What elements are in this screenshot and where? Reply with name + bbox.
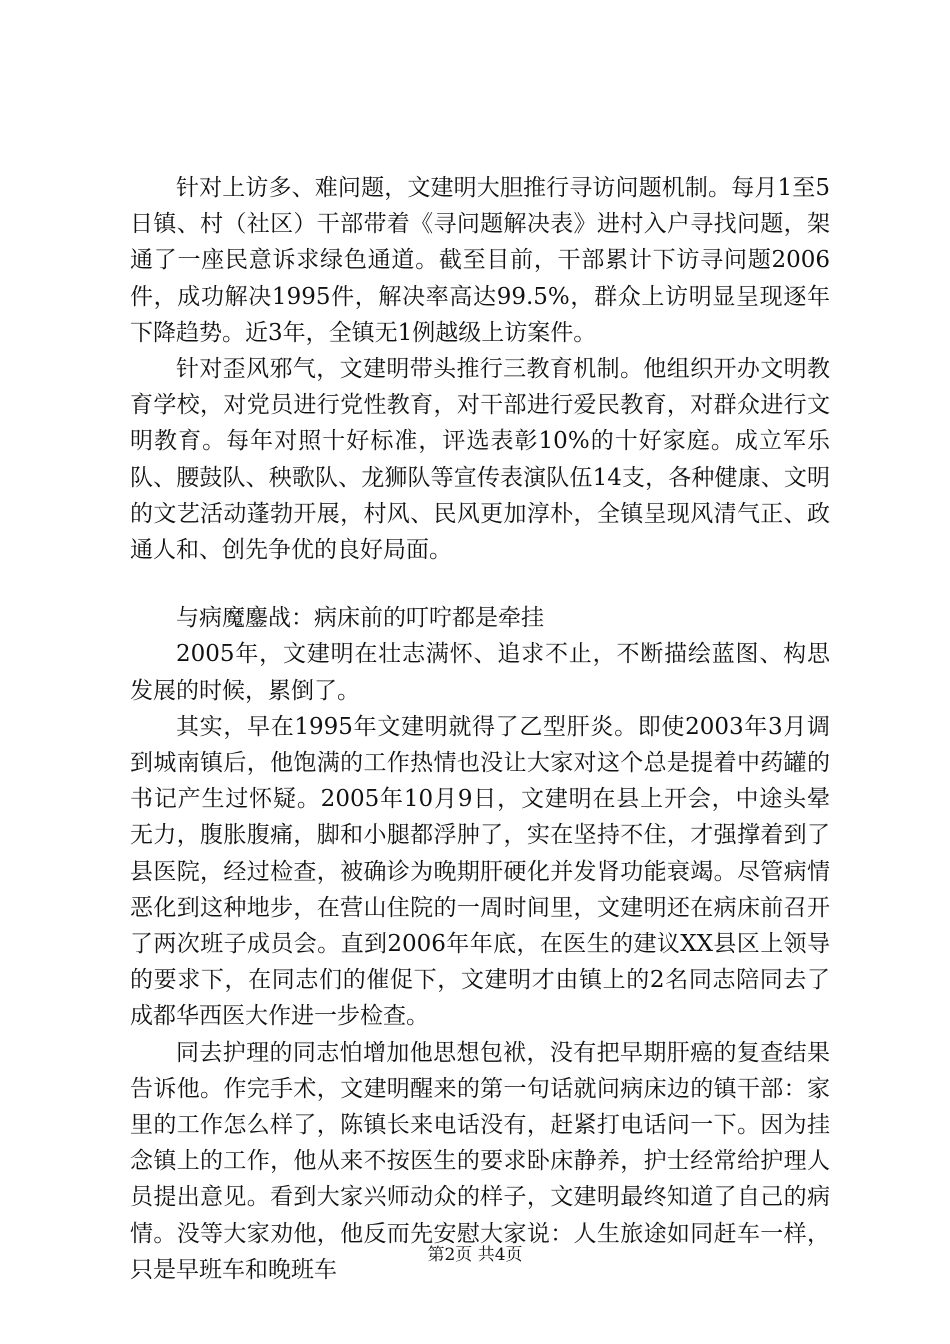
document-body <box>130 170 830 1288</box>
paragraph-petition-mechanism: 针对上访多、难问题，文建明大胆推行寻访问题机制。每月1至5日镇、村（社区）干部带着《寻问题解决表》进村入户寻找问题，架通了一座民意诉求绿色通道。截至目前，干部累计下访寻问题2006件，成功解决1995件，解决率高达99.5%，群众上访明显呈现逐年下降趋势。近3年，全镇无1例越级上访案件。 <box>130 175 830 346</box>
paragraph-2005-collapse: 2005年，文建明在壮志满怀、追求不止，不断描绘蓝图、构思发展的时候，累倒了。 <box>130 641 830 704</box>
paragraph-illness-history: 其实，早在1995年文建明就得了乙型肝炎。即使2003年3月调到城南镇后，他饱满的工作热情也没让大家对这个总是提着中药罐的书记产生过怀疑。2005年10月9日，文建明在县上开会，中途头晕无力，腹胀腹痛，脚和小腿都浮肿了，实在坚持不住，才强撑着到了县医院，经过检查，被确诊为晚期肝硬化并发肾功能衰竭。尽管病情恶化到这种地步，在营山住院的一周时间里，文建明还在病床前召开了两次班子成员会。直到2006年年底，在医生的建议XX县区上领导的要求下，在同志们的催促下，文建明才由镇上的2名同志陪同去了成都华西医大作进一步检查。 <box>130 713 830 1030</box>
section-heading: 与病魔鏖战：病床前的叮咛都是牵挂 <box>176 605 544 632</box>
page-number-footer: 第2页 共4页 <box>427 1245 523 1265</box>
paragraph-three-education: 针对歪风邪气，文建明带头推行三教育机制。他组织开办文明教育学校，对党员进行党性教育，对干部进行爱民教育，对群众进行文明教育。每年对照十好标准，评选表彰10%的十好家庭。成立军乐队、腰鼓队、秧歌队、龙狮队等宣传表演队伍14支，各种健康、文明的文艺活动蓬勃开展，村风、民风更加淳朴，全镇呈现风清气正、政通人和、创先争优的良好局面。 <box>130 356 830 564</box>
paragraph-nursing: 同去护理的同志怕增加他思想包袱，没有把早期肝癌的复查结果告诉他。作完手术，文建明醒来的第一句话就问病床边的镇干部：家里的工作怎么样了，陈镇长来电话没有，赶紧打电话问一下。因为挂念镇上的工作，他从来不按医生的要求卧床静养，护士经常给护理人员提出意见。看到大家兴师动众的样子，文建明最终知道了自己的病情。没等大家劝他，他反而先安慰大家说：人生旅途如同赶车一样，只是早班车和晚班车 <box>130 1039 830 1283</box>
